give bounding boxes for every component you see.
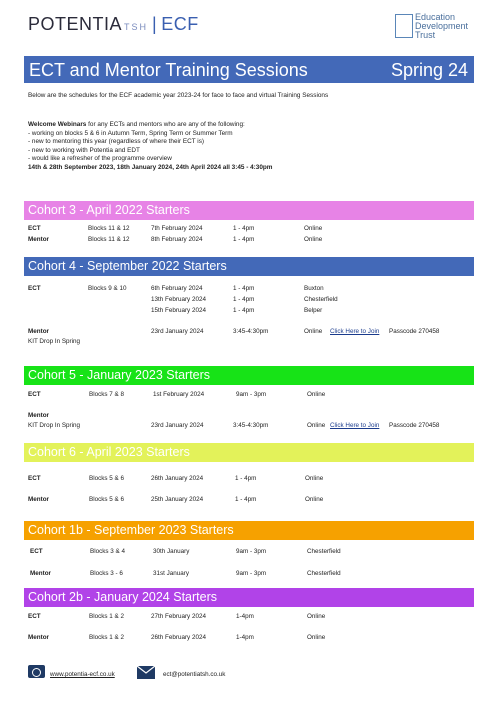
cohort-1b-mentor-role: Mentor [30,570,51,577]
cohort-2b-ect-date: 27th February 2024 [151,613,206,620]
webinar-criteria: - would like a refresher of the programme overview [28,155,172,162]
intro-text: Below are the schedules for the ECF academic year 2023-24 for face to face and virtual Training Sessions [28,92,329,99]
page-title: ECT and Mentor Training Sessions [29,60,308,80]
title-bar [24,56,474,83]
cohort-2b-band [24,588,474,607]
cohort-4-join-link[interactable]: Click Here to Join [330,328,380,335]
cohort-2b-mentor-role: Mentor [28,634,49,641]
cohort-1b-ect-blocks: Blocks 3 & 4 [90,548,125,555]
cohort-4-band [24,257,474,276]
cohort-5-mentor-venue: Online [307,422,326,429]
cohort-3-title: Cohort 3 - April 2022 Starters [28,203,190,217]
cohort-4-mentor-time: 3:45-4:30pm [233,328,269,335]
cohort-4-ect-role: ECT [28,285,41,292]
cohort-1b-mentor-time: 9am - 3pm [236,570,267,577]
cohort-5-ect-date: 1st February 2024 [153,391,205,398]
cohort-1b-ect-date: 30th January [153,548,190,555]
logo-separator: | [152,14,158,34]
cohort-2b-ect-role: ECT [28,613,41,620]
cohort-1b-ect-venue: Chesterfield [307,548,341,555]
cohort-2b-ect-venue: Online [307,613,326,620]
cohort-6-mentor-blocks: Blocks 5 & 6 [89,496,124,503]
cohort-5-ect-venue: Online [307,391,326,398]
edt-logo-icon [395,14,413,38]
cohort-1b-mentor-date: 31st January [153,570,190,577]
cohort-5-ect-time: 9am - 3pm [236,391,267,398]
logo-tsh: TSH [124,22,149,32]
cohort-4-session-venue: Belper [304,307,323,314]
cohort-4-mentor-date: 23rd January 2024 [151,328,204,335]
cohort-4-passcode: Passcode 270458 [389,328,440,335]
cohort-3-band [24,201,474,220]
cohort-4-session-time: 1 - 4pm [233,296,255,303]
cohort-6-mentor-date: 25th January 2024 [151,496,204,503]
cohort-6-mentor-time: 1 - 4pm [235,496,257,503]
cohort-2b-title: Cohort 2b - January 2024 Starters [28,590,217,604]
cohort-1b-mentor-blocks: Blocks 3 - 6 [90,570,123,577]
cohort-3-mentor-role: Mentor [28,236,49,243]
cohort-2b-mentor-time: 1-4pm [236,634,254,641]
cohort-4-mentor-role: Mentor [28,328,49,335]
logo-ecf: ECF [161,14,199,34]
webinar-dates: 14th & 28th September 2023, 18th January 2024, 24th April 2024 all 3:45 - 4:30pm [28,163,273,171]
cohort-3-mentor-date: 8th February 2024 [151,236,203,243]
cohort-2b-mentor-blocks: Blocks 1 & 2 [89,634,124,641]
cohort-5-ect-role: ECT [28,391,41,398]
email-icon [137,666,155,679]
cohort-4-session-date: 6th February 2024 [151,285,203,292]
cohort-4-session-time: 1 - 4pm [233,285,255,292]
cohort-5-passcode: Passcode 270458 [389,422,440,429]
cohort-6-ect-time: 1 - 4pm [235,475,257,482]
cohort-5-band [24,366,474,385]
cohort-2b-ect-blocks: Blocks 1 & 2 [89,613,124,620]
cohort-3-mentor-venue: Online [304,236,323,243]
cohort-2b-ect-time: 1-4pm [236,613,254,620]
cohort-3-mentor-blocks: Blocks 11 & 12 [88,236,130,243]
cohort-5-mentor-time: 3:45-4:30pm [233,422,269,429]
cohort-6-ect-date: 26th January 2024 [151,475,204,482]
cohort-6-title: Cohort 6 - April 2023 Starters [28,445,190,459]
webinars-heading: Welcome Webinars [28,121,87,128]
cohort-1b-ect-role: ECT [30,548,43,555]
cohort-6-ect-role: ECT [28,475,41,482]
welcome-webinars: Welcome Webinars for any ECTs and mentors who are any of the following: - working on blocks 5 & 6 in Autumn Term, Spring Term or Summer Term - new to mentoring this year (regardless of where their ECT is) - new to working with Potentia and EDT - would like a refresher of the programme overview 14th & 28th September 2023, 18th January 2024, 24th April 2024 all 3:45 - 4:30pm [28,121,273,171]
edt-logo-text: Education Development Trust [415,12,469,40]
cohort-4-session-venue: Chesterfield [304,296,338,303]
cohort-1b-title: Cohort 1b - September 2023 Starters [28,523,234,537]
cohort-1b-band [24,521,474,540]
website-icon [28,665,45,678]
term-label: Spring 24 [390,60,468,80]
webinar-criteria: - new to mentoring this year (regardless of where their ECT is) [28,138,205,145]
cohort-3-ect-time: 1 - 4pm [233,225,255,232]
cohort-3-mentor-time: 1 - 4pm [233,236,255,243]
webinar-criteria: - working on blocks 5 & 6 in Autumn Term, Spring Term or Summer Term [28,129,233,137]
cohort-5-mentor-role: Mentor [28,412,49,419]
cohort-5-mentor-date: 23rd January 2024 [151,422,204,429]
cohort-4-session-time: 1 - 4pm [233,307,255,314]
cohort-4-session-date: 15th February 2024 [151,307,206,314]
potentia-logo [28,14,199,35]
cohort-5-kit-note: KIT Drop In Spring [28,422,81,429]
cohort-4-kit-note: KIT Drop In Spring [28,338,81,345]
cohort-1b-ect-time: 9am - 3pm [236,548,267,555]
cohort-5-join-link[interactable]: Click Here to Join [330,422,380,429]
cohort-6-band [24,443,474,462]
webinar-criteria: - new to working with Potentia and EDT [28,146,140,154]
cohort-5-title: Cohort 5 - January 2023 Starters [28,368,211,382]
cohort-5-ect-blocks: Blocks 7 & 8 [89,391,124,398]
cohort-6-ect-blocks: Blocks 5 & 6 [89,475,124,482]
cohort-4-session-venue: Buxton [304,285,324,292]
cohort-6-ect-venue: Online [305,475,324,482]
cohort-4-title: Cohort 4 - September 2022 Starters [28,259,227,273]
cohort-3-ect-blocks: Blocks 11 & 12 [88,225,130,232]
cohort-2b-mentor-date: 26th February 2024 [151,634,206,641]
cohort-3-ect-date: 7th February 2024 [151,225,203,232]
cohort-2b-mentor-venue: Online [307,634,326,641]
email-address[interactable]: ect@potentiatsh.co.uk [163,671,226,678]
cohort-6-mentor-role: Mentor [28,496,49,503]
cohort-3-ect-role: ECT [28,225,41,232]
website-link[interactable]: www.potentia-ecf.co.uk [50,671,115,678]
logo-main: POTENTIA [28,14,123,34]
cohort-1b-mentor-venue: Chesterfield [307,570,341,577]
cohort-4-mentor-venue: Online [304,328,323,335]
cohort-6-mentor-venue: Online [305,496,324,503]
cohort-4-ect-blocks: Blocks 9 & 10 [88,285,127,292]
cohort-4-session-date: 13th February 2024 [151,296,206,303]
cohort-3-ect-venue: Online [304,225,323,232]
